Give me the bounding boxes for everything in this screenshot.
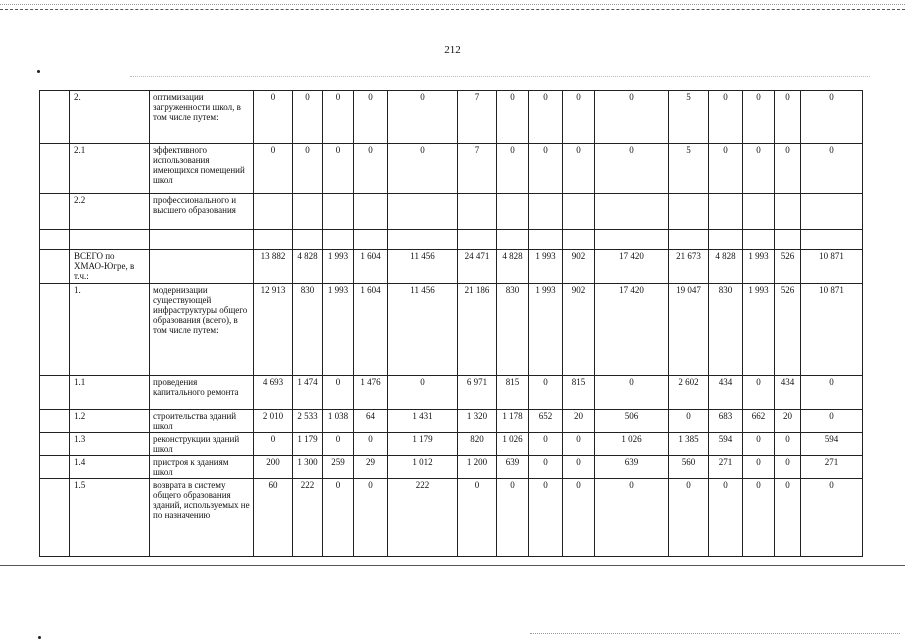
value-cell: 11 456 <box>388 284 458 376</box>
value-cell: 0 <box>743 144 775 194</box>
value-cell: 0 <box>293 144 323 194</box>
row-name: строительства зданий школ <box>150 410 254 433</box>
value-cell: 830 <box>709 284 743 376</box>
value-cell: 0 <box>563 433 595 456</box>
value-cell: 21 186 <box>458 284 497 376</box>
margin-cell <box>40 479 70 557</box>
value-cell: 64 <box>354 410 388 433</box>
faint-footer-line <box>530 633 900 634</box>
row-code: 2.1 <box>70 144 150 194</box>
value-cell: 2 010 <box>254 410 293 433</box>
value-cell: 4 693 <box>254 376 293 410</box>
row-code: 1.3 <box>70 433 150 456</box>
value-cell: 271 <box>709 456 743 479</box>
value-cell: 1 200 <box>458 456 497 479</box>
value-cell: 1 012 <box>388 456 458 479</box>
value-cell <box>743 230 775 250</box>
value-cell: 1 993 <box>323 250 354 284</box>
value-cell <box>497 230 529 250</box>
value-cell: 10 871 <box>801 284 863 376</box>
value-cell: 1 993 <box>743 284 775 376</box>
value-cell <box>293 230 323 250</box>
value-cell: 20 <box>563 410 595 433</box>
value-cell: 0 <box>563 144 595 194</box>
value-cell: 259 <box>323 456 354 479</box>
value-cell: 662 <box>743 410 775 433</box>
value-cell: 17 420 <box>595 284 669 376</box>
value-cell: 0 <box>709 91 743 144</box>
margin-cell <box>40 144 70 194</box>
value-cell: 0 <box>323 376 354 410</box>
value-cell: 0 <box>529 144 563 194</box>
value-cell: 0 <box>354 91 388 144</box>
value-cell: 830 <box>497 284 529 376</box>
value-cell: 1 320 <box>458 410 497 433</box>
value-cell <box>254 194 293 230</box>
value-cell: 1 385 <box>669 433 709 456</box>
value-cell: 902 <box>563 250 595 284</box>
value-cell: 0 <box>354 479 388 557</box>
value-cell: 0 <box>529 479 563 557</box>
value-cell: 1 476 <box>354 376 388 410</box>
value-cell <box>595 194 669 230</box>
value-cell: 0 <box>388 376 458 410</box>
margin-cell <box>40 433 70 456</box>
value-cell: 1 179 <box>388 433 458 456</box>
value-cell: 0 <box>529 456 563 479</box>
row-name: эффективного использования имеющихся помещений школ <box>150 144 254 194</box>
value-cell: 5 <box>669 91 709 144</box>
value-cell <box>458 230 497 250</box>
value-cell: 0 <box>388 144 458 194</box>
margin-cell <box>40 230 70 250</box>
value-cell: 560 <box>669 456 709 479</box>
value-cell <box>709 194 743 230</box>
value-cell: 11 456 <box>388 250 458 284</box>
row-name: возврата в систему общего образования зданий, используемых не по назначению <box>150 479 254 557</box>
value-cell: 1 178 <box>497 410 529 433</box>
value-cell: 0 <box>801 376 863 410</box>
value-cell: 4 828 <box>497 250 529 284</box>
value-cell: 0 <box>497 479 529 557</box>
row-code: 2. <box>70 91 150 144</box>
value-cell <box>388 194 458 230</box>
row-code: 1. <box>70 284 150 376</box>
value-cell: 1 993 <box>529 284 563 376</box>
value-cell: 815 <box>497 376 529 410</box>
scan-edge-top <box>0 9 905 10</box>
value-cell <box>743 194 775 230</box>
value-cell <box>801 230 863 250</box>
value-cell: 10 871 <box>801 250 863 284</box>
value-cell: 0 <box>743 456 775 479</box>
value-cell <box>529 194 563 230</box>
value-cell: 1 300 <box>293 456 323 479</box>
row-name: оптимизации загруженности школ, в том числе путем: <box>150 91 254 144</box>
value-cell: 1 026 <box>595 433 669 456</box>
value-cell: 13 882 <box>254 250 293 284</box>
value-cell: 2 602 <box>669 376 709 410</box>
table-row <box>40 410 863 433</box>
value-cell: 0 <box>775 479 801 557</box>
value-cell: 0 <box>743 433 775 456</box>
value-cell: 0 <box>669 410 709 433</box>
row-name: проведения капитального ремонта <box>150 376 254 410</box>
value-cell: 6 971 <box>458 376 497 410</box>
value-cell: 0 <box>801 144 863 194</box>
value-cell <box>458 194 497 230</box>
value-cell: 0 <box>458 479 497 557</box>
value-cell: 0 <box>801 91 863 144</box>
value-cell: 222 <box>293 479 323 557</box>
margin-cell <box>40 91 70 144</box>
value-cell: 0 <box>354 144 388 194</box>
faint-header-line <box>130 76 870 77</box>
scan-edge-dotted <box>0 4 905 5</box>
value-cell: 639 <box>595 456 669 479</box>
row-name <box>150 250 254 284</box>
scan-edge-bottom <box>0 565 905 566</box>
value-cell <box>669 194 709 230</box>
value-cell: 0 <box>743 376 775 410</box>
margin-cell <box>40 376 70 410</box>
value-cell: 0 <box>323 479 354 557</box>
value-cell: 1 604 <box>354 250 388 284</box>
table-row <box>40 479 863 557</box>
value-cell: 0 <box>801 479 863 557</box>
value-cell: 24 471 <box>458 250 497 284</box>
value-cell: 271 <box>801 456 863 479</box>
value-cell: 594 <box>801 433 863 456</box>
page-number: 212 <box>444 44 461 56</box>
value-cell: 0 <box>595 376 669 410</box>
margin-cell <box>40 456 70 479</box>
value-cell <box>323 194 354 230</box>
value-cell: 815 <box>563 376 595 410</box>
value-cell: 0 <box>595 91 669 144</box>
value-cell: 1 179 <box>293 433 323 456</box>
value-cell: 0 <box>595 479 669 557</box>
value-cell: 200 <box>254 456 293 479</box>
value-cell: 506 <box>595 410 669 433</box>
value-cell: 20 <box>775 410 801 433</box>
table-row <box>40 433 863 456</box>
data-table <box>39 90 863 557</box>
value-cell: 0 <box>563 479 595 557</box>
value-cell: 7 <box>458 144 497 194</box>
row-code: 2.2 <box>70 194 150 230</box>
value-cell <box>354 194 388 230</box>
value-cell: 820 <box>458 433 497 456</box>
value-cell: 639 <box>497 456 529 479</box>
value-cell: 7 <box>458 91 497 144</box>
value-cell <box>563 230 595 250</box>
value-cell: 0 <box>323 433 354 456</box>
value-cell: 0 <box>775 433 801 456</box>
value-cell <box>775 230 801 250</box>
table-row <box>40 144 863 194</box>
value-cell: 0 <box>709 144 743 194</box>
value-cell <box>563 194 595 230</box>
value-cell: 0 <box>709 479 743 557</box>
value-cell: 2 533 <box>293 410 323 433</box>
table-row <box>40 376 863 410</box>
table-row <box>40 456 863 479</box>
value-cell: 0 <box>254 433 293 456</box>
value-cell: 0 <box>743 479 775 557</box>
row-code <box>70 230 150 250</box>
value-cell: 434 <box>709 376 743 410</box>
value-cell: 0 <box>563 91 595 144</box>
value-cell: 1 474 <box>293 376 323 410</box>
row-name: пристроя к зданиям школ <box>150 456 254 479</box>
row-code: 1.4 <box>70 456 150 479</box>
value-cell <box>709 230 743 250</box>
row-name: модернизации существующей инфраструктуры общего образования (всего), в том числе путем: <box>150 284 254 376</box>
table-row <box>40 250 863 284</box>
margin-cell <box>40 250 70 284</box>
value-cell: 652 <box>529 410 563 433</box>
row-code: 1.2 <box>70 410 150 433</box>
value-cell: 902 <box>563 284 595 376</box>
value-cell: 0 <box>775 144 801 194</box>
value-cell: 526 <box>775 250 801 284</box>
value-cell: 0 <box>323 144 354 194</box>
value-cell <box>323 230 354 250</box>
value-cell <box>669 230 709 250</box>
margin-cell <box>40 194 70 230</box>
value-cell: 29 <box>354 456 388 479</box>
value-cell <box>254 230 293 250</box>
value-cell <box>293 194 323 230</box>
margin-cell <box>40 284 70 376</box>
value-cell: 5 <box>669 144 709 194</box>
value-cell: 0 <box>254 144 293 194</box>
value-cell <box>801 194 863 230</box>
value-cell: 0 <box>388 91 458 144</box>
value-cell <box>354 230 388 250</box>
value-cell: 4 828 <box>709 250 743 284</box>
value-cell <box>388 230 458 250</box>
value-cell: 0 <box>497 91 529 144</box>
row-name: реконструкции зданий школ <box>150 433 254 456</box>
table-row <box>40 284 863 376</box>
value-cell: 0 <box>497 144 529 194</box>
value-cell: 526 <box>775 284 801 376</box>
value-cell: 1 026 <box>497 433 529 456</box>
value-cell: 683 <box>709 410 743 433</box>
value-cell: 594 <box>709 433 743 456</box>
value-cell: 1 604 <box>354 284 388 376</box>
value-cell: 19 047 <box>669 284 709 376</box>
margin-cell <box>40 410 70 433</box>
value-cell: 830 <box>293 284 323 376</box>
value-cell: 1 431 <box>388 410 458 433</box>
value-cell: 0 <box>775 91 801 144</box>
value-cell: 0 <box>563 456 595 479</box>
value-cell: 0 <box>354 433 388 456</box>
table-row <box>40 194 863 230</box>
value-cell: 17 420 <box>595 250 669 284</box>
scan-speck <box>37 70 40 73</box>
value-cell: 0 <box>743 91 775 144</box>
row-name <box>150 230 254 250</box>
value-cell <box>595 230 669 250</box>
value-cell: 0 <box>529 376 563 410</box>
value-cell: 0 <box>254 91 293 144</box>
value-cell: 1 993 <box>529 250 563 284</box>
value-cell: 0 <box>323 91 354 144</box>
row-code: ВСЕГО по ХМАО-Югре, в т.ч.: <box>70 250 150 284</box>
value-cell: 434 <box>775 376 801 410</box>
value-cell <box>775 194 801 230</box>
value-cell: 0 <box>529 433 563 456</box>
value-cell: 0 <box>293 91 323 144</box>
scan-speck <box>38 636 41 639</box>
table-row <box>40 91 863 144</box>
value-cell: 0 <box>595 144 669 194</box>
value-cell: 0 <box>775 456 801 479</box>
table-row <box>40 230 863 250</box>
row-name: профессионального и высшего образования <box>150 194 254 230</box>
value-cell: 21 673 <box>669 250 709 284</box>
value-cell: 0 <box>669 479 709 557</box>
row-code: 1.5 <box>70 479 150 557</box>
value-cell: 1 038 <box>323 410 354 433</box>
value-cell: 0 <box>529 91 563 144</box>
value-cell: 12 913 <box>254 284 293 376</box>
value-cell <box>497 194 529 230</box>
value-cell: 0 <box>801 410 863 433</box>
value-cell: 222 <box>388 479 458 557</box>
value-cell: 1 993 <box>323 284 354 376</box>
value-cell: 4 828 <box>293 250 323 284</box>
value-cell: 1 993 <box>743 250 775 284</box>
value-cell: 60 <box>254 479 293 557</box>
value-cell <box>529 230 563 250</box>
row-code: 1.1 <box>70 376 150 410</box>
